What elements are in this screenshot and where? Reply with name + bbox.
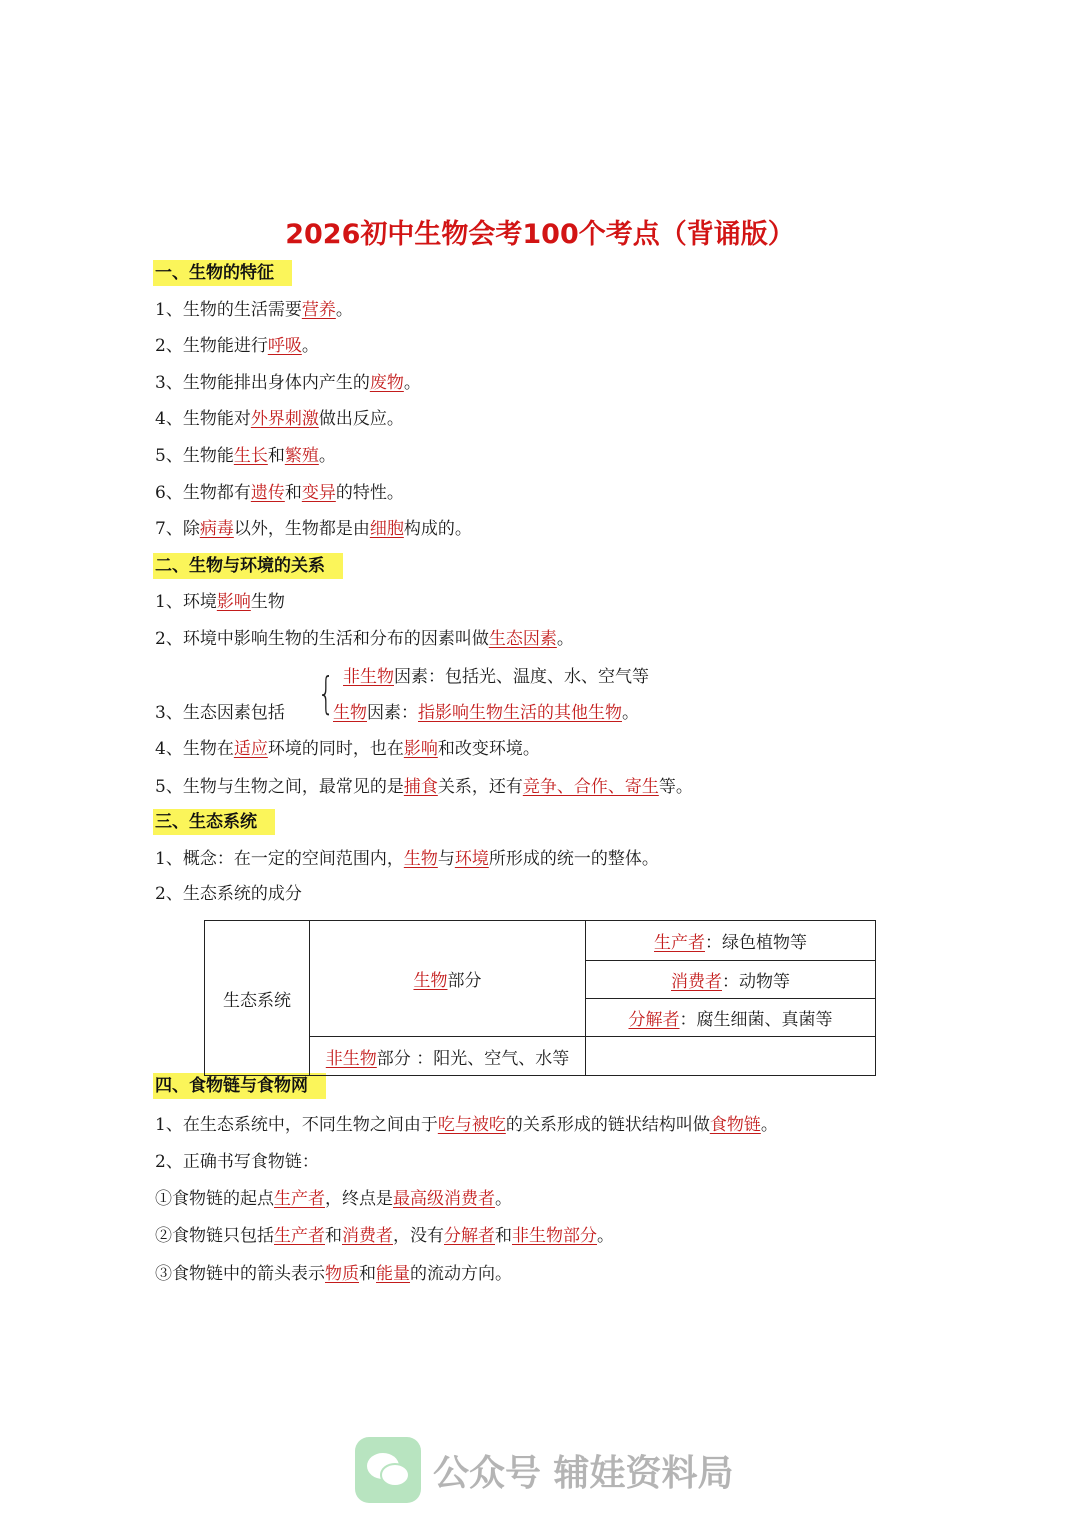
text-segment: 1、生物的生活需要 bbox=[155, 300, 302, 320]
key-term: 繁殖 bbox=[284, 446, 319, 466]
text-segment: 2、正确书写食物链： bbox=[155, 1152, 319, 1172]
text-segment: 和 bbox=[284, 483, 302, 503]
cell-key: 分解者 bbox=[628, 1010, 680, 1031]
key-term: 生物 bbox=[403, 849, 438, 869]
cell-text: ：绿色植物等 bbox=[705, 932, 807, 953]
key-term: 废物 bbox=[369, 373, 404, 393]
list-item bbox=[155, 1150, 319, 1174]
watermark-text: 公众号 辅娃资料局 bbox=[433, 1452, 734, 1494]
key-term: 营养 bbox=[301, 300, 336, 320]
text-segment: 3、生态因素包括 bbox=[155, 703, 285, 723]
cell-text: ：腐生细菌、真菌等 bbox=[679, 1010, 833, 1031]
list-item bbox=[155, 882, 302, 906]
key-term: 最高级消费者 bbox=[393, 1189, 495, 1209]
text-segment: 等。 bbox=[658, 777, 693, 797]
key-term: 物质 bbox=[325, 1264, 359, 1284]
text-segment: 关系，还有 bbox=[437, 777, 523, 797]
text-segment: 与 bbox=[437, 849, 455, 869]
key-term: 影响 bbox=[216, 592, 251, 612]
text-segment: ，没有 bbox=[393, 1226, 444, 1246]
text-segment: 的特性。 bbox=[335, 483, 404, 503]
text-segment: 和 bbox=[495, 1226, 512, 1246]
text-segment: ③食物链中的箭头表示 bbox=[155, 1264, 325, 1284]
key-term: 适应 bbox=[233, 739, 268, 759]
cell-key: 生产者 bbox=[654, 932, 705, 953]
text-segment: 5、生物能 bbox=[155, 446, 234, 466]
list-item bbox=[155, 1113, 778, 1137]
page-title: 2026初中生物会考100个考点（背诵版） bbox=[285, 219, 795, 250]
key-term: 非生物部分 bbox=[512, 1226, 597, 1246]
text-segment: 和 bbox=[325, 1226, 342, 1246]
list-item bbox=[155, 371, 421, 395]
watermark bbox=[355, 1437, 734, 1503]
key-term: 能量 bbox=[376, 1264, 410, 1284]
key-term: 生物 bbox=[333, 703, 367, 723]
list-item bbox=[155, 1187, 512, 1211]
list-item bbox=[343, 665, 649, 689]
list-item bbox=[155, 847, 659, 871]
text-segment: 所形成的统一的整体。 bbox=[488, 849, 659, 869]
text-segment: 2、生物能进行 bbox=[155, 336, 268, 356]
text-segment: 以外，生物都是由 bbox=[233, 519, 370, 539]
key-term: 食物链 bbox=[709, 1115, 761, 1135]
text-segment: 。 bbox=[760, 1115, 778, 1135]
section-heading: 一、生物的特征 bbox=[153, 260, 292, 286]
list-item bbox=[155, 1224, 614, 1248]
list-item bbox=[155, 775, 693, 799]
text-segment: 和 bbox=[267, 446, 285, 466]
key-term: 生产者 bbox=[274, 1226, 325, 1246]
text-segment: 4、生物能对 bbox=[155, 409, 251, 429]
text-segment: 。 bbox=[318, 446, 336, 466]
text-segment: 和改变环境。 bbox=[437, 739, 540, 759]
text-segment: 1、概念：在一定的空间范围内， bbox=[155, 849, 404, 869]
list-item bbox=[155, 627, 574, 651]
text-segment: 1、环境 bbox=[155, 592, 217, 612]
table-cell-empty bbox=[586, 1037, 876, 1076]
key-term: 病毒 bbox=[199, 519, 234, 539]
table-cell-producer bbox=[586, 921, 876, 961]
text-segment: 构成的。 bbox=[403, 519, 472, 539]
text-segment: 。 bbox=[403, 373, 421, 393]
cell-text: 生态系统 bbox=[223, 990, 291, 1011]
text-segment: 生物 bbox=[250, 592, 285, 612]
cell-text: 部分 ：阳光、空气、水等 bbox=[376, 1048, 570, 1069]
list-item bbox=[155, 407, 404, 431]
text-segment: 5、生物与生物之间，最常见的是 bbox=[155, 777, 404, 797]
text-segment: 因素： bbox=[367, 703, 418, 723]
table-cell-biotic bbox=[310, 921, 586, 1037]
text-segment: 环境的同时，也在 bbox=[267, 739, 404, 759]
list-item bbox=[155, 481, 404, 505]
key-term: 生长 bbox=[233, 446, 268, 466]
text-segment: 。 bbox=[335, 300, 353, 320]
text-segment: ①食物链的起点 bbox=[155, 1189, 274, 1209]
text-segment: 1、在生态系统中，不同生物之间由于 bbox=[155, 1115, 438, 1135]
cell-text: ：动物等 bbox=[722, 971, 790, 992]
cell-key: 生物 bbox=[413, 971, 448, 992]
section-heading: 三、生态系统 bbox=[153, 809, 275, 835]
text-segment: 。 bbox=[301, 336, 319, 356]
text-segment: 。 bbox=[597, 1226, 614, 1246]
text-segment: 7、除 bbox=[155, 519, 200, 539]
text-segment: 做出反应。 bbox=[318, 409, 404, 429]
brace-icon: { bbox=[317, 668, 335, 719]
table-cell-decomposer bbox=[586, 998, 876, 1036]
section-heading: 二、生物与环境的关系 bbox=[153, 553, 343, 579]
key-term: 非生物 bbox=[343, 667, 394, 687]
text-segment: 2、生态系统的成分 bbox=[155, 884, 302, 904]
text-segment: 。 bbox=[495, 1189, 512, 1209]
key-term: 竞争、合作、寄生 bbox=[522, 777, 659, 797]
cell-key: 非生物 bbox=[325, 1048, 377, 1069]
text-segment: 2、环境中影响生物的生活和分布的因素叫做 bbox=[155, 629, 489, 649]
text-segment: 3、生物能排出身体内产生的 bbox=[155, 373, 370, 393]
key-term: 外界刺激 bbox=[250, 409, 319, 429]
list-item bbox=[155, 444, 336, 468]
text-segment: 。 bbox=[556, 629, 574, 649]
key-term: 遗传 bbox=[250, 483, 285, 503]
text-segment: 6、生物都有 bbox=[155, 483, 251, 503]
text-segment: 4、生物在 bbox=[155, 739, 234, 759]
text-segment: 。 bbox=[622, 703, 639, 723]
key-term: 变异 bbox=[301, 483, 336, 503]
list-item bbox=[155, 737, 540, 761]
key-term: 吃与被吃 bbox=[437, 1115, 506, 1135]
cell-key: 消费者 bbox=[671, 971, 722, 992]
text-segment: ②食物链只包括 bbox=[155, 1226, 274, 1246]
key-term: 呼吸 bbox=[267, 336, 302, 356]
list-item bbox=[155, 590, 285, 614]
wechat-icon bbox=[355, 1437, 421, 1503]
key-term: 环境 bbox=[454, 849, 489, 869]
key-term: 细胞 bbox=[369, 519, 404, 539]
text-segment: 和 bbox=[359, 1264, 376, 1284]
key-term: 消费者 bbox=[342, 1226, 393, 1246]
text-segment: 的关系形成的链状结构叫做 bbox=[505, 1115, 710, 1135]
key-term: 捕食 bbox=[403, 777, 438, 797]
key-term: 分解者 bbox=[444, 1226, 495, 1246]
list-item bbox=[155, 701, 285, 725]
text-segment: 的流动方向。 bbox=[410, 1264, 512, 1284]
section-heading: 四、食物链与食物网 bbox=[153, 1073, 326, 1099]
key-term: 生产者 bbox=[274, 1189, 325, 1209]
table-cell-consumer bbox=[586, 960, 876, 998]
cell-text: 部分 bbox=[447, 971, 482, 992]
list-item bbox=[155, 1262, 512, 1286]
text-segment: ，终点是 bbox=[325, 1189, 393, 1209]
ecosystem-table bbox=[204, 920, 876, 1076]
list-item bbox=[155, 517, 472, 541]
text-segment: 因素：包括光、温度、水、空气等 bbox=[394, 667, 649, 687]
list-item bbox=[155, 298, 353, 322]
list-item bbox=[155, 334, 319, 358]
table-cell-root bbox=[205, 921, 310, 1076]
list-item bbox=[333, 701, 639, 725]
table-cell-abiotic bbox=[310, 1037, 586, 1076]
key-term: 指影响生物生活的其他生物 bbox=[418, 703, 622, 723]
key-term: 生态因素 bbox=[488, 629, 557, 649]
key-term: 影响 bbox=[403, 739, 438, 759]
